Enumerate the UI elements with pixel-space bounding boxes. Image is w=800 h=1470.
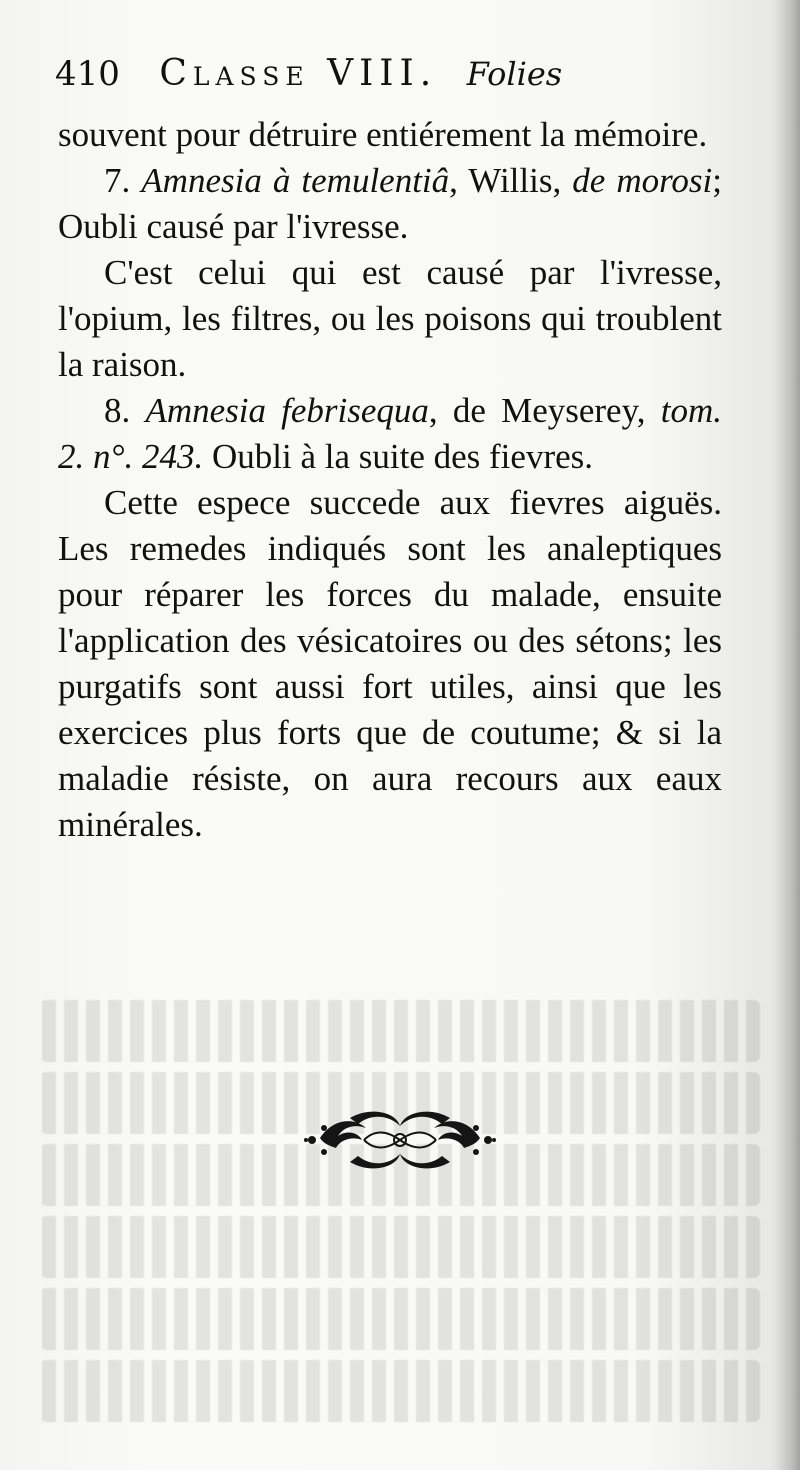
entry-7 <box>58 158 722 250</box>
entry-number: 7. <box>104 161 131 200</box>
reference: tom. 2. n°. 243. <box>58 391 722 476</box>
source-title: de morosi <box>572 161 713 200</box>
french-name: Oubli à la suite des fievres. <box>203 437 594 476</box>
entry-8 <box>58 388 722 480</box>
entry-7-description: C'est celui qui est causé par l'ivresse, l'opium, les filtres, ou les poisons qui troublent la raison. <box>58 253 722 384</box>
author-name: , de Meyserey, <box>428 391 661 430</box>
paragraph-continuation: souvent pour détruire entiérement la mémoire. <box>58 115 708 154</box>
page-number: 410 <box>55 54 120 94</box>
latin-name: Amnesia febrisequa <box>145 391 429 430</box>
show-through-text <box>40 1000 760 1440</box>
entry-8-description: Cette espece succede aux fievres aiguës. Les remedes indiqués sont les analeptiques pour réparer les forces du malade, ensuite l'application des vésicatoires ou des sétons; les purgatifs sont aussi fort utiles, ainsi que les exercices plus forts que de coutume; & si la maladie résiste, on aura recours aux eaux minérales. <box>58 483 722 844</box>
author-name: , Willis, <box>449 161 573 200</box>
entry-number: 8. <box>104 391 131 430</box>
section-title: Folies <box>466 55 563 93</box>
french-name: ; Oubli causé par l'ivresse. <box>58 161 722 246</box>
class-title: Classe VIII. <box>159 53 438 94</box>
ornament-icon <box>300 1100 500 1180</box>
page-gutter-shadow <box>776 0 800 1470</box>
page-text <box>58 112 722 848</box>
latin-name: Amnesia à temulentiâ <box>141 161 450 200</box>
running-header <box>55 52 735 96</box>
